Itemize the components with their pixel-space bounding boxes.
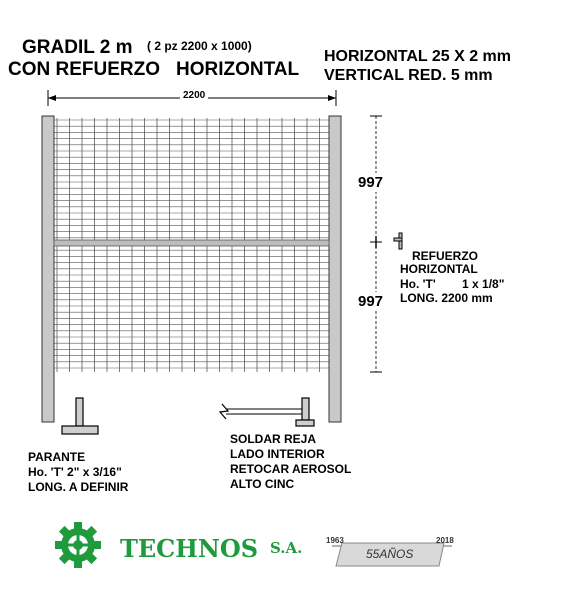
weld-detail-icon	[220, 398, 314, 426]
refuerzo-t-profile-icon	[394, 233, 402, 249]
spec-vertical: VERTICAL RED. 5 mm	[324, 67, 493, 84]
height-bottom-label: 997	[358, 293, 384, 310]
anniversary-label: 55AÑOS	[366, 547, 414, 561]
anniversary-start-year: 1963	[326, 536, 344, 545]
refuerzo-line3a: Ho. 'T'	[400, 277, 436, 291]
refuerzo-line4: LONG. 2200 mm	[400, 291, 493, 305]
parante-t-profile-icon	[62, 398, 98, 434]
note-line3: RETOCAR AEROSOL	[230, 462, 352, 476]
refuerzo-line1: REFUERZO	[412, 249, 478, 263]
title-line1: GRADIL 2 m	[22, 37, 133, 58]
refuerzo-line2: HORIZONTAL	[400, 262, 478, 276]
left-post	[42, 116, 54, 422]
note-line1: SOLDAR REJA	[230, 432, 317, 446]
gear-icon	[55, 522, 101, 568]
note-line2: LADO INTERIOR	[230, 447, 325, 461]
parante-line2: Ho. 'T' 2" x 3/16"	[28, 465, 122, 479]
height-dimension	[370, 116, 382, 372]
parante-line1: PARANTE	[28, 450, 86, 464]
title-line2: CON REFUERZO	[8, 59, 160, 80]
title-spec: ( 2 pz 2200 x 1000)	[147, 39, 252, 53]
height-top-label: 997	[358, 174, 384, 191]
refuerzo-line3b: 1 x 1/8"	[462, 277, 505, 291]
note-line4: ALTO CINC	[230, 477, 295, 491]
width-label: 2200	[180, 91, 208, 101]
spec-horizontal: HORIZONTAL 25 X 2 mm	[324, 48, 511, 65]
title-line2b: HORIZONTAL	[176, 59, 300, 80]
parante-line3: LONG. A DEFINIR	[28, 480, 129, 494]
brand-name: TECHNOS	[120, 534, 259, 563]
anniversary-end-year: 2018	[436, 536, 454, 545]
right-post	[329, 116, 341, 422]
horizontal-reinforcement	[54, 240, 329, 246]
brand-suffix: S.A.	[270, 539, 303, 557]
